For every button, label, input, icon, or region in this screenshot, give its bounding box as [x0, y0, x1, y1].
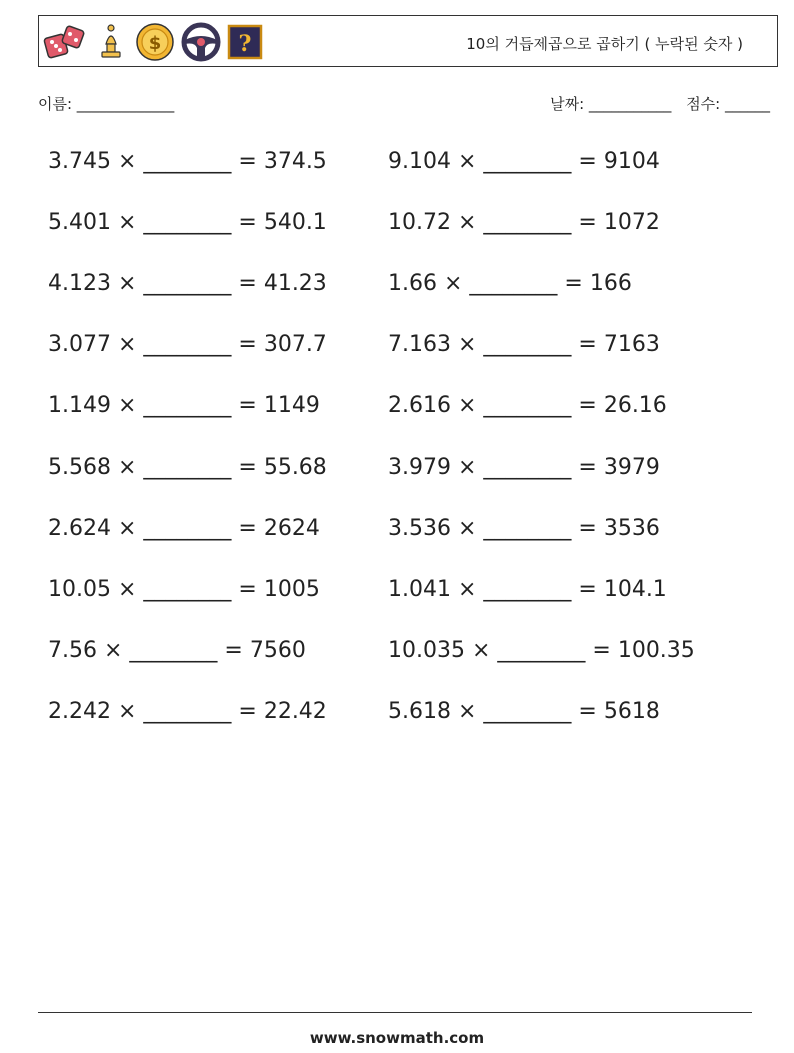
footer-divider — [38, 1012, 752, 1013]
score-field: 점수: ______ — [686, 95, 770, 113]
problem-right-4: 7.163 × ________ = 7163 — [388, 332, 660, 358]
problem-right-9: 10.035 × ________ = 100.35 — [388, 637, 695, 663]
date-field: 날짜: ___________ — [550, 95, 672, 113]
problem-right-2: 10.72 × ________ = 1072 — [388, 210, 660, 236]
dollar-coin-icon — [135, 22, 175, 62]
date-score-fields — [550, 93, 770, 114]
problem-left-10: 2.242 × ________ = 22.42 — [48, 698, 327, 724]
dice-icon — [43, 22, 87, 62]
worksheet-header — [38, 15, 778, 67]
footer-url: www.snowmath.com — [309, 1029, 485, 1047]
problem-left-4: 3.077 × ________ = 307.7 — [48, 332, 327, 358]
problem-right-6: 3.979 × ________ = 3979 — [388, 454, 660, 480]
problem-left-1: 3.745 × ________ = 374.5 — [48, 149, 327, 174]
problem-left-6: 5.568 × ________ = 55.68 — [48, 454, 327, 480]
chess-bishop-icon — [93, 22, 129, 62]
problem-left-3: 4.123 × ________ = 41.23 — [48, 271, 327, 297]
worksheet-title: 10의 거듭제곱으로 곱하기 ( 누락된 숫자 ) — [466, 35, 743, 53]
problem-left-7: 2.624 × ________ = 2624 — [48, 515, 320, 541]
problem-right-10: 5.618 × ________ = 5618 — [388, 698, 660, 724]
problem-right-3: 1.66 × ________ = 166 — [388, 271, 632, 297]
problem-left-2: 5.401 × ________ = 540.1 — [48, 210, 327, 236]
steering-wheel-icon — [181, 22, 221, 62]
name-field: 이름: _____________ — [38, 95, 175, 113]
header-icons — [43, 22, 263, 62]
problem-right-5: 2.616 × ________ = 26.16 — [388, 393, 667, 419]
problem-left-8: 10.05 × ________ = 1005 — [48, 576, 320, 602]
question-box-icon — [227, 24, 263, 60]
svg-text:$: $ — [148, 33, 162, 54]
problem-right-8: 1.041 × ________ = 104.1 — [388, 576, 667, 602]
problem-right-7: 3.536 × ________ = 3536 — [388, 515, 660, 541]
problem-left-9: 7.56 × ________ = 7560 — [48, 637, 306, 663]
svg-text:?: ? — [238, 31, 252, 57]
problem-right-1: 9.104 × ________ = 9104 — [388, 149, 660, 174]
problem-left-5: 1.149 × ________ = 1149 — [48, 393, 320, 419]
